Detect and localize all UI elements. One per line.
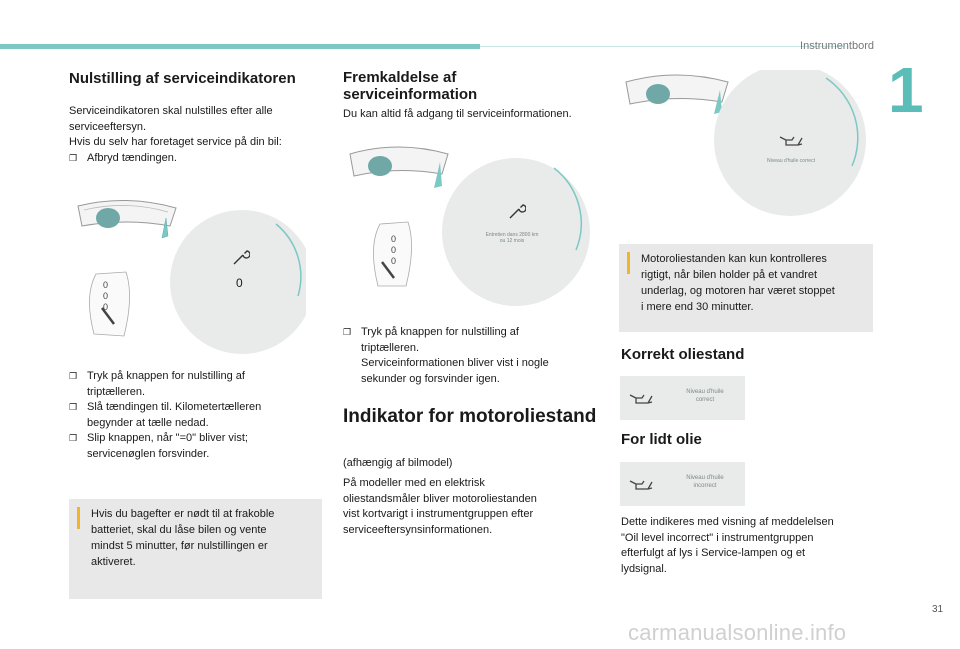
- oil-illustration: [620, 70, 870, 238]
- checkbox-icon: ❒: [69, 371, 78, 381]
- step-3: ❒ Slip knappen, når "=0" bliver vist; servicenøglen forsvinder.: [69, 432, 248, 460]
- chapter-number: 1: [888, 54, 924, 126]
- oil-can-icon: [628, 390, 654, 406]
- wrench-icon: [232, 248, 250, 266]
- wrench-icon: [508, 202, 526, 220]
- info-icon: [77, 507, 80, 529]
- info-icon: [627, 252, 630, 274]
- gauge-value: 0: [236, 276, 243, 290]
- checkbox-icon: ❒: [69, 433, 78, 443]
- oil-gauge-message: Niveau d'huile correct: [767, 158, 815, 164]
- dashboard-drawing: [620, 70, 870, 238]
- checkbox-icon: ❒: [69, 402, 78, 412]
- reset-title: Nulstilling af serviceindikatoren: [69, 70, 296, 87]
- oil-level-note: Motoroliestanden kan kun kontrolleres rigtigt, når bilen holder på et vandret underlag, og motoren har været stoppet i mere end 30 minutter.: [619, 244, 873, 332]
- step-1: ❒ Tryk på knappen for nulstilling af triptælleren.: [69, 370, 245, 398]
- reset-steps: [69, 369, 329, 462]
- odometer-digits: 0 0 0: [103, 280, 109, 312]
- header-accent-bar: [0, 44, 480, 49]
- page-number: 31: [932, 604, 944, 615]
- step-2: ❒ Slå tændingen til. Kilometertælleren begynder at tælle nedad.: [69, 401, 262, 429]
- oil-indicator-title: Indikator for motoroliestand: [343, 406, 597, 427]
- odometer-digits: 0 0 0: [391, 234, 397, 266]
- oil-indicator-body: På modeller med en elektrisk oliestandsmåler bliver motoroliestanden vist kortvarigt i instrumentgruppen efter serviceeftersynsinformationen.: [343, 477, 537, 536]
- service-gauge-message: Entretien dans 2800 km ou 12 mois: [485, 232, 539, 244]
- correct-oil-display: Niveau d'huile correct: [620, 376, 745, 420]
- dashboard-drawing: [66, 196, 306, 366]
- bullet-ignition-off: ❒ Afbryd tændingen.: [69, 151, 329, 167]
- low-oil-body: Dette indikeres med visning af meddelelsen "Oil level incorrect" i instrumentgruppen efterfulgt af lys i Service-lampen og et lydsignal.: [621, 516, 834, 575]
- reset-intro: Serviceindikatoren skal nulstilles efter alle serviceeftersyn. Hvis du selv har foretaget service på din bil: ❒ Afbryd tændingen.: [69, 104, 329, 166]
- header-thin-line: [480, 46, 845, 47]
- oil-can-icon: [778, 132, 804, 148]
- watermark: carmanualsonline.info: [628, 620, 847, 645]
- service-info-intro: Du kan altid få adgang til serviceinformationen.: [343, 108, 572, 120]
- reset-illustration: [66, 196, 306, 366]
- battery-note: Hvis du bagefter er nødt til at frakoble batteriet, skal du låse bilen og vente mindst 5 minutter, før nulstillingen er aktiveret.: [69, 499, 322, 599]
- correct-oil-title: Korrekt oliestand: [621, 346, 745, 363]
- checkbox-icon: ❒: [343, 327, 352, 337]
- service-info-title: Fremkaldelse af serviceinformation: [343, 69, 478, 103]
- checkbox-icon: ❒: [69, 152, 78, 163]
- dashboard-drawing: [340, 140, 596, 314]
- service-illustration: [340, 140, 596, 314]
- section-title: Instrumentbord: [800, 40, 874, 52]
- service-step: ❒ Tryk på knappen for nulstilling af triptælleren. Serviceinformationen bliver vist i nogle sekunder og forsvinder igen.: [343, 326, 549, 385]
- oil-can-icon: [628, 476, 654, 492]
- low-oil-display: Niveau d'huile incorrect: [620, 462, 745, 506]
- model-note: (afhængig af bilmodel): [343, 457, 453, 469]
- low-oil-title: For lidt olie: [621, 431, 702, 448]
